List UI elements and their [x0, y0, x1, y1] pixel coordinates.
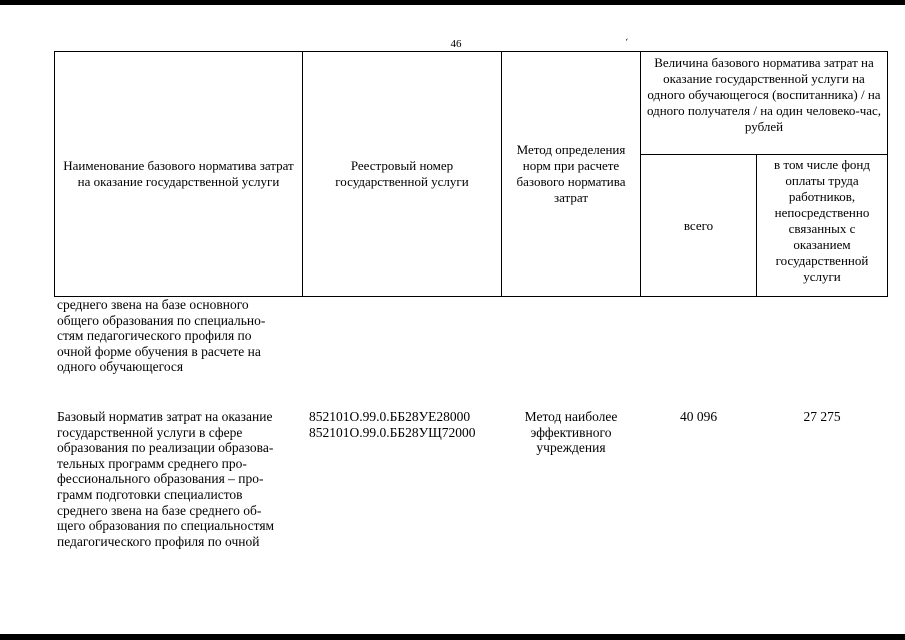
header-col-payroll: в том числе фонд оплаты труда работников, непосредственно связанных с оказанием государственной услуги [774, 157, 870, 284]
header-col-group: Величина базового норматива затрат на оказание государственной услуги на одного обучающегося (воспитанника) / на одного получателя / на один человеко-час, рублей [646, 55, 882, 134]
header-col-total: всего [683, 217, 714, 233]
header-col-method: Метод определения норм при расчете базового норматива затрат [516, 142, 626, 205]
page-number: 46 [450, 38, 462, 50]
row-payroll: 27 275 [803, 409, 841, 424]
row-method: Метод наиболее эффективного учреждения [524, 409, 618, 456]
row-name: Базовый норматив затрат на оказание государственной услуги в сфере образования по реализации образова- тельных программ среднего про- фессионального образования – про- грамм подготовки специалистов среднего звена на базе среднего об- щего образования по специальностям педагогического профиля по очной [57, 409, 275, 549]
row-total: 40 096 [679, 409, 718, 424]
scan-bottom-border [0, 634, 905, 640]
table-right-border [887, 51, 888, 297]
header-col-registry: Реестровый номер государственной услуги [335, 158, 469, 189]
scan-mark: ˊ [623, 35, 633, 51]
row-continuation-name: среднего звена на базе основного общего образования по специально- стям педагогического профиля по очной форме обучения в расчете на одного обучающегося [57, 297, 266, 375]
row-registry-numbers: 852101О.99.0.ББ28УЕ28000 852101О.99.0.ББ28УЩ72000 [309, 409, 476, 440]
scan-top-border [0, 0, 905, 5]
header-col-name: Наименование базового норматива затрат на оказание государственной услуги [63, 158, 294, 189]
